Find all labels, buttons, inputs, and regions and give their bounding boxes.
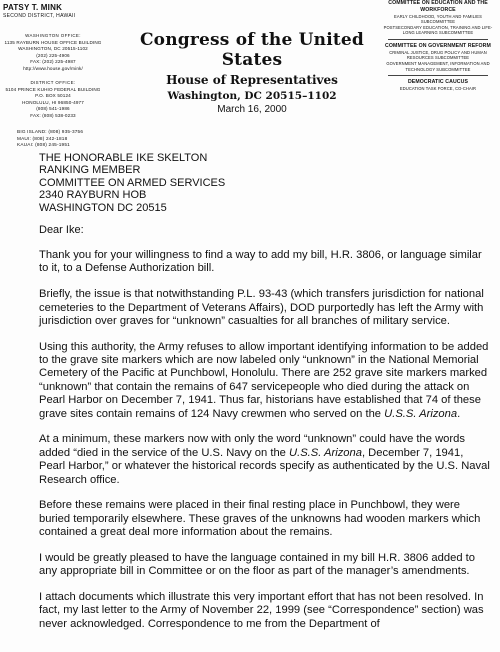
- letterhead-house: House of Representatives: [166, 73, 338, 87]
- island-offices: [17, 129, 83, 149]
- letterhead: [118, 30, 386, 115]
- paragraph: Before these remains were placed in their final resting place in Punchbowl, they were buried temporarily elsewhere. These graves of the unknowns had wooden markers which contained a great deal more information about the remains.: [39, 499, 481, 539]
- letter-date: March 16, 2000: [217, 104, 287, 115]
- paragraph: Thank you for your willingness to find a way to add my bill, H.R. 3806, or language similar to it, to a Defense Authorization bill.: [39, 249, 482, 275]
- subcommittee: CRIMINAL JUSTICE, DRUG POLICY AND HUMAN RESOURCES SUBCOMMITTEE: [389, 49, 487, 61]
- washington-office: [3, 33, 103, 73]
- committee-title: DEMOCRATIC CAUCUS: [407, 79, 469, 86]
- paragraph: [39, 433, 491, 487]
- committee-divider: [388, 75, 488, 76]
- committee-column: [378, 0, 498, 92]
- ship-name: U.S.S. Arizona: [384, 407, 458, 420]
- subcommittee: EDUCATION TASK FORCE, CO-CHAIR: [399, 85, 477, 91]
- sender-name: PATSY T. MINK: [3, 3, 63, 12]
- paragraph-text: .: [457, 407, 461, 420]
- paragraph-text: Using this authority, the Army refuses to allow important identifying information to be added to the grave site markers which are now labeled only “unknown” in the National Memorial Cemetery of the Pacific at Punchbowl, Honolulu. There are 252 grave site markers marked “unknown” that contain the remains of 647 servicepeople who died during the attack on Pearl Harbor on December 7, 1941. Thus far, historians have established that 74 of these grave sites contain remains of 124 Navy crewmen who served on the: [39, 340, 489, 420]
- subcommittee: POSTSECONDARY EDUCATION, TRAINING AND LIFE-LONG LEARNING SUBCOMMITTEE: [383, 24, 493, 36]
- washington-office-line: WASHINGTON, DC 20515-1102: [18, 46, 88, 52]
- salutation: Dear Ike:: [39, 224, 84, 236]
- washington-office-heading: WASHINGTON OFFICE:: [25, 33, 81, 38]
- sender-column: [3, 0, 103, 148]
- letterhead-congress: Congress of the United States: [139, 30, 365, 70]
- island-office-line: KAUAI: (808) 245-1951: [17, 142, 70, 148]
- recipient-address: [39, 152, 225, 214]
- island-office-line: BIG ISLAND: (808) 935-3756: [17, 129, 84, 134]
- paragraph: I attach documents which illustrate this very important effort that has not been resolved. In fact, my last letter to the Army of November 22, 1999 (see “Correspondence” section) was never acknowledged. Correspondence to me from the Department of: [39, 590, 484, 630]
- subcommittee: EARLY CHILDHOOD, YOUTH AND FAMILIES SUBCOMMITTEE: [394, 13, 482, 25]
- district-office-line: P.O. BOX 50124: [35, 93, 71, 99]
- recipient-line: THE HONORABLE IKE SKELTON: [39, 152, 208, 164]
- paragraph-text: , December 7, 1941, Pearl Harbor,” or whatever the historical records specify as authenticated by the U.S. Naval Research office.: [39, 446, 490, 486]
- website-link[interactable]: http://www.house.gov/mink/: [23, 65, 83, 71]
- recipient-line: RANKING MEMBER: [39, 164, 141, 177]
- paragraph: Briefly, the issue is that notwithstanding P.L. 93-43 (which transfers jurisdiction for national cemeteries to the Department of Veterans Affairs), DOD purportedly has left the Army with jurisdiction over graves for “unknown” casualties for all branches of military service.: [39, 288, 484, 327]
- district-office: [3, 80, 103, 120]
- ship-name: U.S.S. Arizona: [289, 446, 362, 459]
- recipient-line: COMMITTEE ON ARMED SERVICES: [39, 176, 226, 189]
- district-office-line: (808) 541-1986: [36, 106, 70, 112]
- letter-body: [39, 249, 491, 643]
- committee-title: COMMITTEE ON EDUCATION AND THE WORKFORCE: [388, 0, 488, 13]
- letterhead-city: Washington, DC 20515–1102: [167, 90, 337, 102]
- recipient-line: 2340 RAYBURN HOB: [39, 189, 147, 202]
- washington-office-line: FAX: (202) 225-4987: [30, 59, 76, 65]
- paragraph: [39, 341, 491, 421]
- sender-district: SECOND DISTRICT, HAWAII: [3, 13, 76, 19]
- paragraph: I would be greatly pleased to have the language contained in my bill H.R. 3806 added to any appropriate bill in Committee or on the floor as part of the manager’s amendments.: [39, 551, 475, 578]
- island-office-line: MAUI: (808) 242-1818: [17, 135, 68, 141]
- subcommittee: GOVERNMENT MANAGEMENT, INFORMATION AND TECHNOLOGY SUBCOMMITTEE: [386, 60, 490, 72]
- committee-divider: [388, 39, 488, 40]
- paragraph-text: At a minimum, these markers now with only the word “unknown” could have the words added “died in the service of the U.S. Navy on the: [39, 433, 465, 459]
- district-office-line: HONOLULU, HI 96850-4977: [22, 99, 84, 105]
- district-office-line: 5104 PRINCE KUHIO FEDERAL BUILDING: [5, 86, 101, 92]
- district-office-heading: DISTRICT OFFICE:: [30, 80, 76, 85]
- district-office-line: FAX: (808) 538-0233: [30, 112, 76, 118]
- committee-title: COMMITTEE ON GOVERNMENT REFORM: [385, 42, 491, 49]
- washington-office-line: 1135 RAYBURN HOUSE OFFICE BUILDING: [4, 39, 102, 45]
- washington-office-line: (202) 225-4906: [36, 52, 70, 58]
- recipient-line: WASHINGTON DC 20515: [39, 201, 167, 214]
